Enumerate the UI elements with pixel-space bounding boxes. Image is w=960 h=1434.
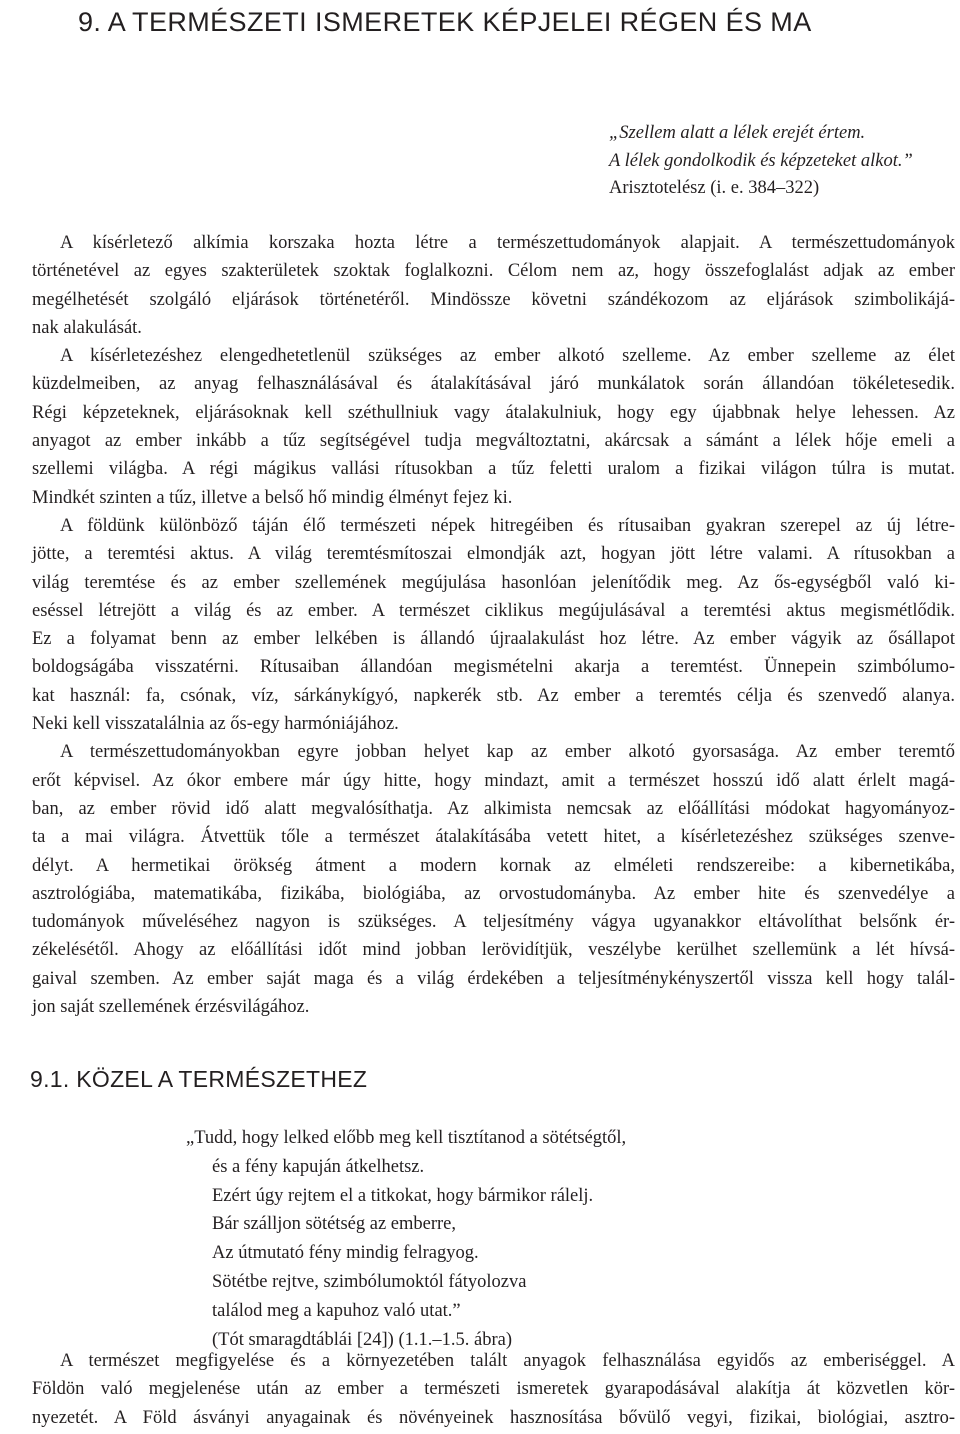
chapter-title: 9. A TERMÉSZETI ISMERETEK KÉPJELEI RÉGEN ÉS MA: [78, 7, 812, 37]
verse-line: és a fény kapuján átkelhetsz.: [212, 1156, 425, 1177]
text-line: megélhetését szolgáló eljárások történetéről. Mindössze követni szándékozom az eljárások szimbolikájá-: [32, 289, 955, 310]
section-title: 9.1. KÖZEL A TERMÉSZETHEZ: [30, 1066, 368, 1092]
paragraph: [4, 229, 955, 342]
verse-line: Ezért úgy rejtem el a titkokat, hogy bármikor rálelj.: [212, 1185, 594, 1206]
text-line: zékelésétől. Ahogy az előállítási időt mind jobban lerövidítjük, veszélybe kerülhet szellemünk a lét hívsá-: [32, 940, 955, 961]
text-line: A kísérletező alkímia korszaka hozta létre a természettudományok alapjait. A természettudományok: [60, 233, 955, 253]
text-line: jon saját szellemének érzésvilágához.: [32, 997, 310, 1018]
text-line: ban, az ember rövid idő alatt megvalósíthatja. Az alkimista nemcsak az előállítási módokat hagyományoz-: [32, 798, 955, 819]
text-line: világ teremtése és az ember szellemének megújulása hasonlóan jelenítődik meg. Az ős-egységből való ki-: [32, 572, 955, 593]
paragraph: [4, 342, 955, 512]
paragraph: [4, 1347, 955, 1432]
text-line: kat használ: fa, csónak, víz, sárkánykígyó, napkerék stb. Az ember a teremtés célja és szenvedő alanya.: [32, 685, 955, 706]
text-line: Földön való megjelenése után az ember a természeti ismeretek gyarapodásával alakítja át közvetlen kör-: [32, 1379, 955, 1400]
text-line: boldogságába visszatérni. Rítusaiban állandóan megismételni akarja a teremtést. Ünnepein szimbólumo-: [32, 657, 955, 678]
verse-line: Bár szálljon sötétség az emberre,: [212, 1214, 456, 1235]
chapter-intro-text: [4, 229, 955, 1021]
chapter-epigraph: [609, 120, 913, 203]
text-line: Ez a folyamat benn az ember lelkében is állandó újraalakulást hoz létre. Az ember vágyik az ősállapot: [32, 629, 955, 650]
text-line: Neki kell visszatalálnia az ős-egy harmóniájához.: [32, 714, 399, 735]
text-line: A földünk különböző táján élő természeti népek hitregéiben és rítusaiban gyakran szerepel az új létre-: [60, 515, 955, 536]
text-line: délyt. A hermetikai örökség átment a modern kornak az elméleti rendszereibe: a kibernetikába,: [32, 855, 955, 876]
text-line: nak alakulását.: [32, 317, 142, 338]
text-line: eséssel létrejött a világ és az ember. A természet ciklikus megújulásával a teremtési aktus megismétlődik.: [32, 600, 955, 621]
text-line: történetével az egyes szakterületek szoktak foglalkozni. Célom nem az, hogy összefoglalást adjak az ember: [32, 261, 955, 282]
epigraph-attribution: Arisztotelész (i. e. 384–322): [609, 178, 820, 198]
text-line: asztrológiába, matematikába, fizikába, biológiába, az orvostudományba. Az ember hite és szenvedélye a: [32, 883, 955, 904]
text-line: Mindkét szinten a tűz, illetve a belső hő mindig élményt fejez ki.: [32, 487, 513, 508]
text-line: tudományok műveléséhez nagyon is szükséges. A teljesítmény vágya ugyanakkor eltávolíthat belsőnk ér-: [32, 912, 955, 933]
text-line: gaival szemben. Az ember saját maga és a világ érdekében a teljesítménykényszertől vissza kell hogy talál-: [32, 968, 955, 989]
verse-line: „Tudd, hogy lelked előbb meg kell tisztítanod a sötétségtől,: [186, 1128, 627, 1148]
text-line: szellemi világba. A régi mágikus vallási rítusokban a tűz feletti uralom a fizikai világon túlra is mutat.: [32, 459, 955, 480]
paragraph: [4, 512, 955, 738]
text-line: küzdelmeiben, az anyag felhasználásával és átalakításával járó munkálatok során állandóan tökéletesedik.: [32, 374, 955, 395]
text-line: anyagot az ember inkább a tűz segítségével tudja megváltoztatni, akárcsak a sámánt a lélek hője emeli a: [32, 431, 955, 452]
text-line: erőt képvisel. Az ókor embere már úgy hitte, hogy mindazt, amit a természet hosszú idő alatt érlelt magá-: [32, 770, 955, 791]
verse-line: Az útmutató fény mindig felragyog.: [212, 1243, 479, 1264]
text-line: A kísérletezéshez elengedhetetlenül szükséges az ember alkotó szelleme. Az ember szelleme az élet: [60, 346, 955, 367]
paragraph: [4, 738, 955, 1021]
epigraph-quote-line: A lélek gondolkodik és képzeteket alkot.”: [609, 150, 913, 171]
text-line: A természet megfigyelése és a környezetében talált anyagok felhasználása egyidős az emberiséggel. A: [60, 1351, 955, 1371]
section-epigraph: [186, 1124, 626, 1354]
section-body-text: [4, 1347, 955, 1432]
text-line: A természettudományokban egyre jobban helyet kap az ember alkotó gyorsasága. Az ember teremtő: [60, 742, 955, 763]
epigraph-citation: (Tót smaragdtáblái [24]) (1.1.–1.5. ábra): [212, 1329, 513, 1350]
text-line: jötte, a teremtési aktus. A világ teremtésmítoszai elmondják azt, hogyan jött létre valami. A rítusokban a: [32, 544, 955, 565]
text-line: ta a mai világra. Átvettük tőle a természet átalakításába vetett hitet, a kísérletezéshez szükséges szenve-: [32, 827, 955, 848]
epigraph-quote-line: „Szellem alatt a lélek erejét értem.: [609, 123, 866, 143]
verse-line: Sötétbe rejtve, szimbólumoktól fátyolozva: [212, 1271, 527, 1292]
text-line: nyezetét. A Föld ásványi anyagainak és növényeinek hasznosítása bővülő vegyi, fizikai, biológiai, asztro-: [32, 1407, 955, 1428]
verse-line: találod meg a kapuhoz való utat.”: [212, 1300, 461, 1321]
text-line: Régi képzeteknek, eljárásoknak kell széthullniuk vagy átalakulniuk, hogy egy újabbnak helye lehessen. Az: [32, 402, 955, 423]
